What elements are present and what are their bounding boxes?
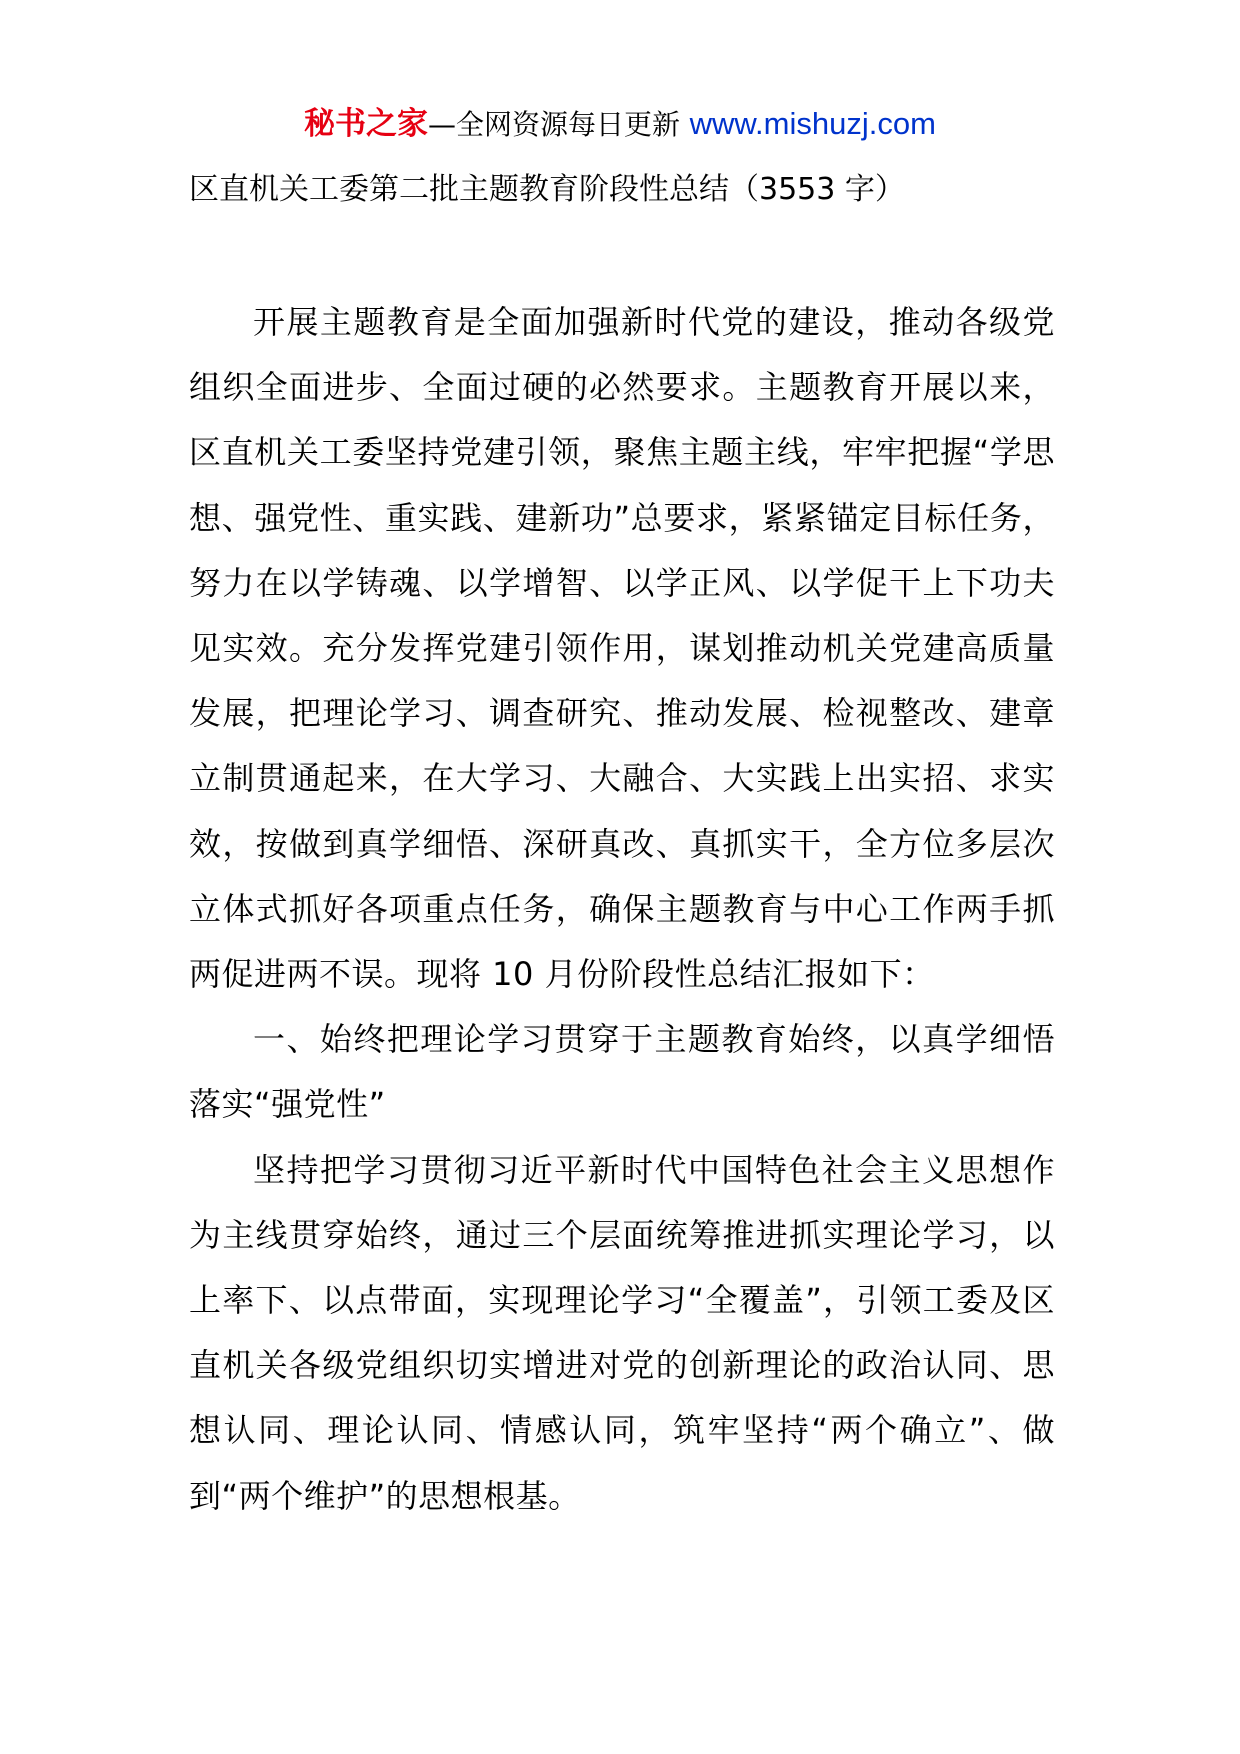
section-heading-1: 一、始终把理论学习贯穿于主题教育始终，以真学细悟落实“强党性” bbox=[189, 1020, 1055, 1124]
watermark-header bbox=[0, 98, 1240, 151]
brand-slogan: —全网资源每日更新 bbox=[428, 108, 681, 141]
document-body bbox=[189, 290, 1055, 1529]
section-1-paragraph: 坚持把学习贯彻习近平新时代中国特色社会主义思想作为主线贯穿始终，通过三个层面统筹推进抓实理论学习，以上率下、以点带面，实现理论学习“全覆盖”，引领工委及区直机关各级党组织切实增进对党的创新理论的政治认同、思想认同、理论认同、情感认同，筑牢坚持“两个确立”、做到“两个维护”的思想根基。 bbox=[189, 1150, 1055, 1515]
intro-paragraph: 开展主题教育是全面加强新时代党的建设，推动各级党组织全面进步、全面过硬的必然要求。主题教育开展以来，区直机关工委坚持党建引领，聚焦主题主线，牢牢把握“学思想、强党性、重实践、建新功”总要求，紧紧锚定目标任务，努力在以学铸魂、以学增智、以学正风、以学促干上下功夫见实效。充分发挥党建引领作用，谋划推动机关党建高质量发展，把理论学习、调查研究、推动发展、检视整改、建章立制贯通起来，在大学习、大融合、大实践上出实招、求实效，按做到真学细悟、深研真改、真抓实干，全方位多层次立体式抓好各项重点任务，确保主题教育与中心工作两手抓两促进两不误。现将 10 月份阶段性总结汇报如下： bbox=[189, 303, 1055, 994]
brand-name: 秘书之家 bbox=[304, 106, 429, 142]
document-title: 区直机关工委第二批主题教育阶段性总结（3553 字） bbox=[189, 172, 905, 207]
brand-url-link[interactable]: www.mishuzj.com bbox=[689, 106, 936, 141]
